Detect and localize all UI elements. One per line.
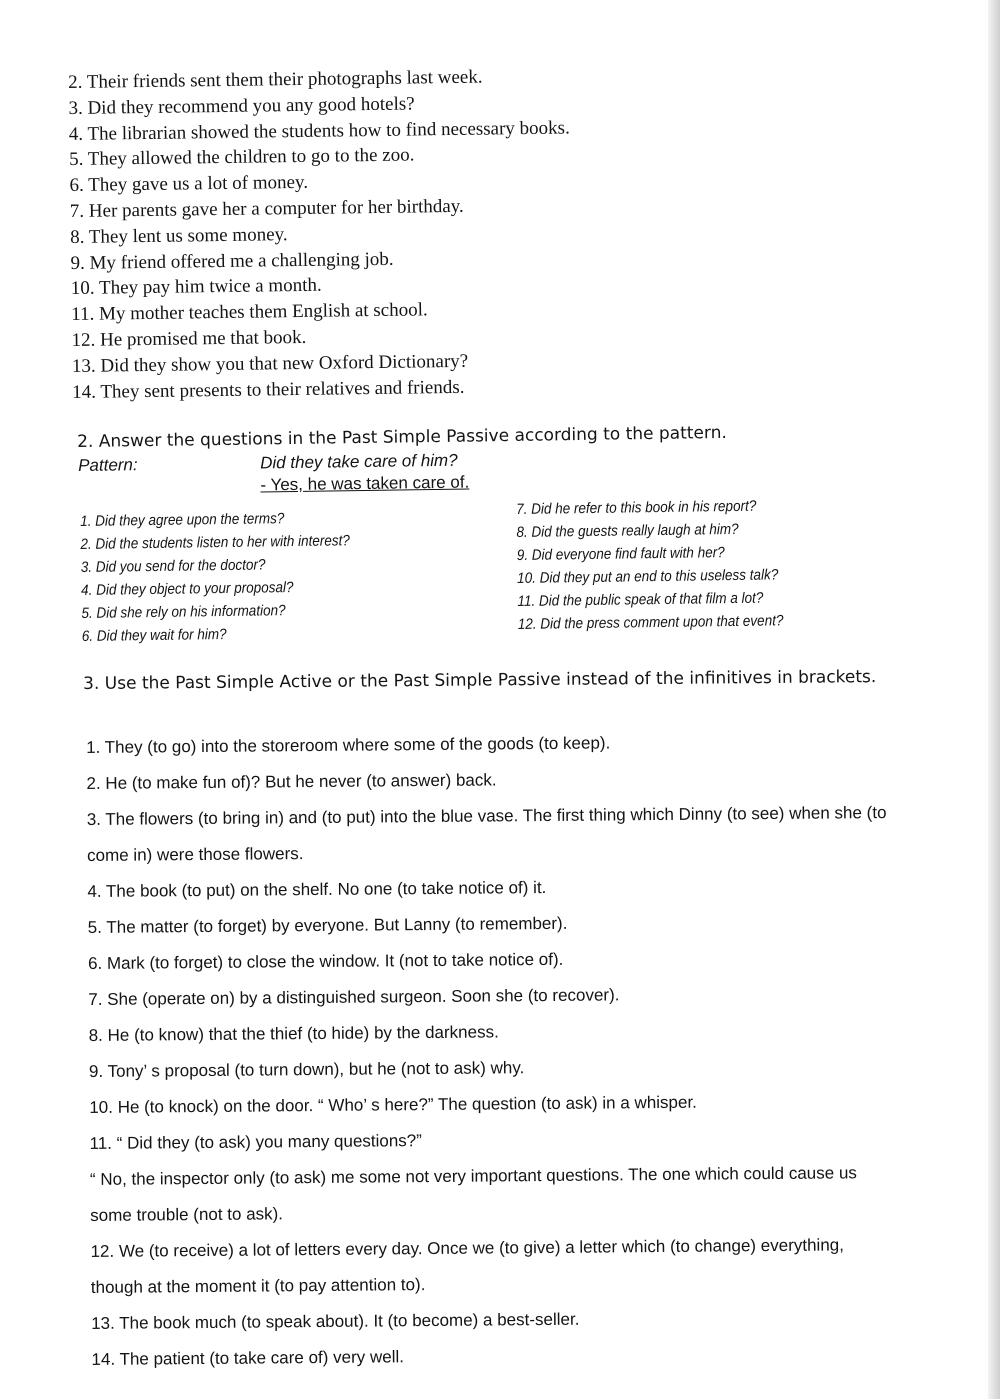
list-item: 8. They lent us some money.	[70, 223, 288, 248]
list-item: 9. Tony’ s proposal (to turn down), but he (not to ask) why.	[88, 1058, 525, 1081]
list-item: 9. My friend offered me a challenging job.	[70, 248, 394, 274]
list-item: 4. The librarian showed the students how to find necessary books.	[68, 117, 570, 145]
exercise3-sentence-list	[86, 723, 902, 1378]
list-item: 2. Their friends sent them their photographs last week.	[68, 66, 483, 93]
list-item: 6. Mark (to forget) to close the window. It (not to take notice of).	[87, 949, 564, 973]
pattern-question: Did they take care of him?	[259, 450, 458, 473]
list-item: 10. They pay him twice a month.	[70, 275, 322, 300]
list-item: 6. They gave us a lot of money.	[69, 172, 309, 197]
list-item: 6. Did they wait for him?	[81, 625, 227, 645]
list-item: 7. Her parents gave her a computer for her birthday.	[69, 195, 464, 222]
list-item: 12. He promised me that book.	[71, 326, 307, 351]
list-item: 11. Did the public speak of that film a lot?	[517, 589, 764, 610]
list-item: 8. He (to know) that the thief (to hide) by the darkness.	[88, 1022, 499, 1045]
list-item: 10. He (to knock) on the door. “ Who’ s here?” The question (to ask) in a whisper.	[89, 1092, 697, 1117]
list-item: 13. Did they show you that new Oxford Dictionary?	[71, 350, 469, 377]
list-item: 11. “ Did they (to ask) you many questions?”	[89, 1131, 422, 1153]
list-item: 11. My mother teaches them English at school.	[71, 299, 428, 326]
list-item: 12. Did the press comment upon that event?	[517, 612, 784, 633]
list-item: 13. The book much (to speak about). It (to become) a best-seller.	[91, 1309, 580, 1333]
list-item: 14. The patient (to take care of) very well.	[91, 1347, 405, 1369]
pattern-answer: - Yes, he was taken care of.	[260, 472, 470, 495]
exercise3-heading: 3. Use the Past Simple Active or the Past Simple Passive instead of the infinitives in brackets.	[83, 667, 877, 694]
pattern-label: Pattern:	[78, 455, 138, 475]
pattern-example	[78, 450, 539, 500]
exercise2-questions-right	[516, 494, 784, 636]
list-item: 9. Did everyone find fault with her?	[516, 544, 725, 564]
list-item: 5. They allowed the children to go to the zoo.	[69, 144, 415, 171]
list-item: 8. Did the guests really laugh at him?	[516, 520, 739, 541]
exercise2-heading: 2. Answer the questions in the Past Simple Passive according to the pattern.	[77, 422, 727, 452]
list-item: 1. They (to go) into the storeroom where some of the goods (to keep).	[86, 733, 611, 757]
list-item: “ No, the inspector only (to ask) me some not very important questions. The one which could cause us some trouble (not to ask).	[89, 1163, 857, 1225]
exercise2-questions-left	[80, 506, 351, 648]
list-item: 12. We (to receive) a lot of letters every day. Once we (to give) a letter which (to change) everything, though at the moment it (to pay attention to).	[90, 1235, 844, 1297]
exercise1-sentence-list	[68, 62, 712, 406]
list-item: 5. The matter (to forget) by everyone. But Lanny (to remember).	[87, 913, 568, 937]
list-item: 3. Did they recommend you any good hotels?	[68, 93, 415, 119]
list-item: 10. Did they put an end to this useless talk?	[517, 566, 779, 587]
list-item: 5. Did she rely on his information?	[81, 602, 286, 622]
list-item: 7. Did he refer to this book in his report?	[516, 497, 757, 518]
list-item: 2. He (to make fun of)? But he never (to answer) back.	[86, 770, 497, 793]
list-item: 1. Did they agree upon the terms?	[80, 510, 285, 530]
list-item: 14. They sent presents to their relatives and friends.	[72, 376, 465, 403]
list-item: 3. Did you send for the doctor?	[80, 556, 266, 576]
page-edge-shadow	[988, 0, 1000, 1399]
list-item: 3. The flowers (to bring in) and (to put) into the blue vase. The first thing which Dinny (to see) when she (to come in) were those flowers.	[86, 803, 887, 865]
list-item: 2. Did the students listen to her with interest?	[80, 532, 350, 553]
list-item: 7. She (operate on) by a distinguished surgeon. Soon she (to recover).	[88, 985, 620, 1009]
list-item: 4. The book (to put) on the shelf. No one (to take notice of) it.	[87, 877, 547, 901]
list-item: 4. Did they object to your proposal?	[81, 579, 294, 599]
